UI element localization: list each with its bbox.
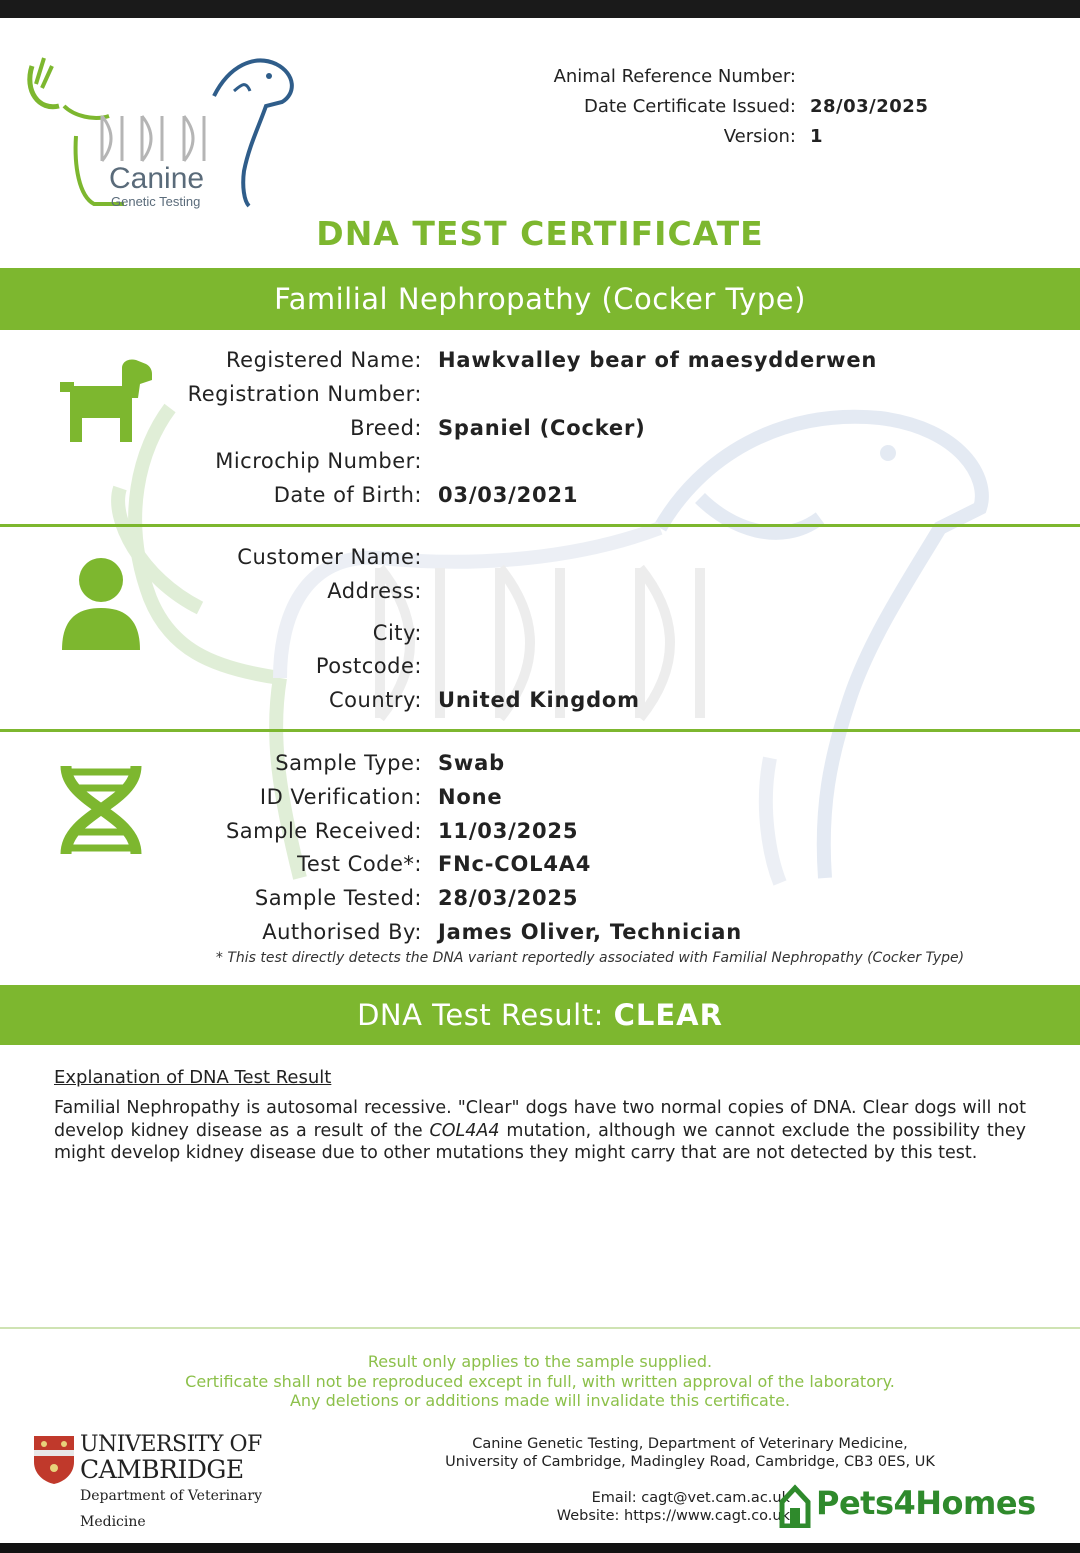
registered-name-value: Hawkvalley bear of maesydderwen (438, 348, 878, 372)
date-issued-label: Date Certificate Issued: (583, 96, 796, 117)
version-label: Version: (723, 126, 796, 147)
city-label: City: (372, 620, 422, 645)
dob-value: 03/03/2021 (438, 483, 579, 508)
animal-ref-label: Animal Reference Number: (553, 66, 796, 87)
certificate-title: DNA TEST CERTIFICATE (316, 214, 764, 253)
dog-details-section (0, 344, 1080, 513)
house-icon (778, 1482, 812, 1528)
email-text[interactable]: Email: cagt@vet.cam.ac.uk (591, 1490, 790, 1506)
certificate-page (0, 18, 1080, 1543)
id-verification-value: None (438, 784, 503, 809)
dob-label: Date of Birth: (273, 483, 422, 508)
explanation-heading: Explanation of DNA Test Result (54, 1067, 332, 1088)
logo-subtitle: Genetic Testing (111, 194, 201, 209)
sample-received-label: Sample Received: (225, 818, 422, 843)
authorised-by-value: James Oliver, Technician (438, 919, 742, 944)
result-label: DNA Test Result: (357, 998, 604, 1032)
sample-tested-label: Sample Tested: (254, 886, 422, 911)
country-value: United Kingdom (438, 688, 640, 713)
pets4homes-text: Pets4Homes (816, 1484, 1036, 1522)
registered-name-label: Registered Name: (226, 348, 422, 372)
department-line1: Department of Veterinary (80, 1488, 263, 1504)
explanation-text-part: Familial Nephropathy is autosomal recessive. "Clear" dogs have two normal copies of DNA. Clear dogs will not develop kidney disease as a result of the (54, 1098, 1026, 1141)
logo-name: Canine (109, 162, 205, 195)
certificate-header-info (554, 62, 940, 152)
university-logo (34, 1432, 274, 1530)
microchip-label: Microchip Number: (215, 449, 422, 474)
sample-details-section (0, 747, 1080, 950)
footer-divider (0, 1327, 1080, 1329)
postcode-label: Postcode: (315, 654, 422, 679)
version-value: 1 (810, 126, 824, 147)
explanation-text (54, 1097, 1026, 1165)
address-line: Canine Genetic Testing, Department of Veterinary Medicine, (472, 1436, 908, 1452)
result-value: CLEAR (613, 998, 723, 1032)
address-line: University of Cambridge, Madingley Road, Cambridge, CB3 0ES, UK (445, 1454, 935, 1470)
contact-info (540, 1489, 790, 1525)
disclaimer (0, 1352, 1080, 1411)
test-name-banner: Familial Nephropathy (Cocker Type) (0, 268, 1080, 330)
lab-address (390, 1435, 990, 1471)
section-divider (0, 524, 1080, 527)
website-text[interactable]: Website: https://www.cagt.co.uk (556, 1508, 790, 1524)
university-name-line2: CAMBRIDGE (80, 1455, 244, 1484)
test-code-label: Test Code*: (297, 852, 422, 877)
breed-label: Breed: (350, 415, 422, 440)
sample-tested-value: 28/03/2025 (438, 886, 579, 911)
section-divider (0, 729, 1080, 732)
country-label: Country: (329, 688, 422, 713)
disclaimer-line: Result only applies to the sample supplied. (367, 1352, 713, 1371)
customer-name-label: Customer Name: (237, 545, 422, 569)
test-code-value: FNc-COL4A4 (438, 852, 592, 877)
registration-number-label: Registration Number: (187, 381, 422, 406)
authorised-by-label: Authorised By: (262, 919, 422, 944)
bottom-border (0, 1543, 1080, 1553)
sample-type-label: Sample Type: (275, 751, 422, 775)
disclaimer-line: Certificate shall not be reproduced except in full, with written approval of the laboratory. (185, 1371, 895, 1391)
gene-name: COL4A4 (429, 1120, 500, 1141)
sample-received-value: 11/03/2025 (438, 818, 579, 843)
animal-ref-value (796, 62, 940, 92)
address-label: Address: (327, 578, 422, 603)
result-banner (0, 985, 1080, 1045)
explanation-text-part: mutation, although we cannot exclude the possibility they might develop kidney disease due to other mutations they might carry that are not detected by this test. (54, 1120, 1026, 1163)
test-footnote: * This test directly detects the DNA variant reportedly associated with Familial Nephropathy (Cocker Type) (215, 950, 965, 966)
customer-details-section (0, 541, 1080, 718)
pets4homes-watermark (778, 1480, 1038, 1530)
id-verification-label: ID Verification: (259, 784, 422, 809)
university-name-line1: UNIVERSITY OF (80, 1432, 262, 1457)
sample-type-value: Swab (438, 751, 505, 775)
canine-genetic-testing-logo (14, 36, 304, 216)
department-line2: Medicine (80, 1514, 146, 1530)
date-issued-value: 28/03/2025 (810, 96, 929, 117)
breed-value: Spaniel (Cocker) (438, 415, 646, 440)
disclaimer-line: Any deletions or additions made will invalidate this certificate. (289, 1391, 791, 1410)
cambridge-crest-icon (34, 1436, 74, 1484)
